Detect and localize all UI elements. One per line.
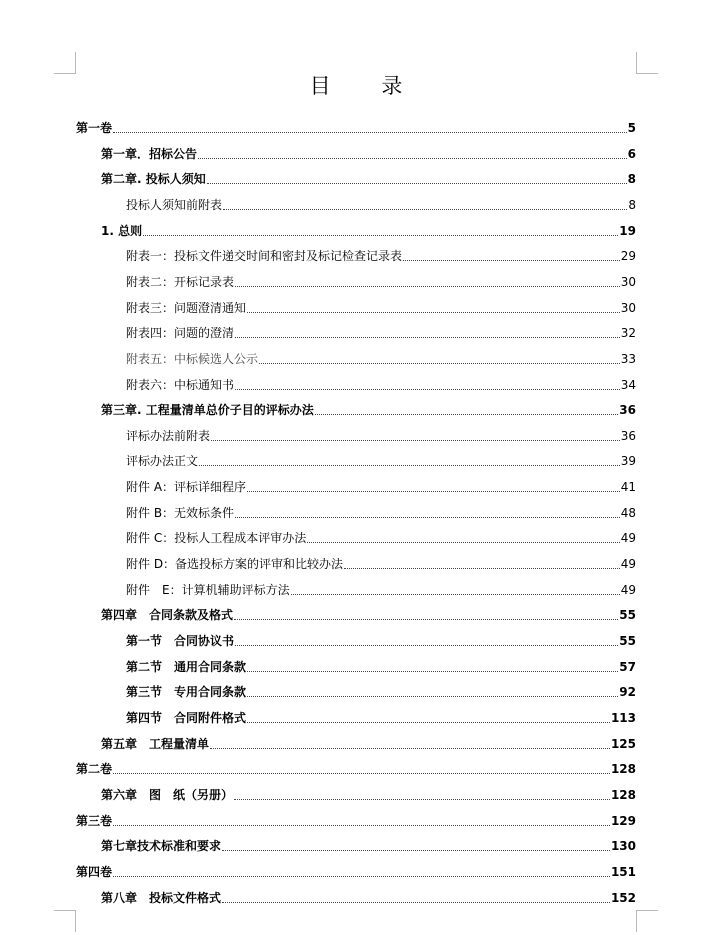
toc-entry-label: 第三节 专用合同条款 — [126, 685, 247, 700]
toc-entry-page-number: 49 — [620, 557, 636, 572]
toc-dot-leader — [234, 798, 610, 800]
toc-entry[interactable] — [126, 475, 636, 495]
toc-entry-label: 附件 A：评标详细程序 — [126, 480, 247, 495]
toc-dot-leader — [247, 670, 618, 672]
toc-entry-page-number: 55 — [619, 608, 636, 623]
toc-entry-label: 第七章技术标准和要求 — [101, 839, 222, 854]
toc-dot-leader — [247, 311, 620, 313]
toc-entry[interactable] — [126, 347, 636, 367]
toc-entry-label: 评标办法正文 — [126, 454, 199, 469]
toc-entry-label: 第三章. 工程量清单总价子目的评标办法 — [101, 403, 314, 418]
toc-dot-leader — [235, 336, 620, 338]
toc-entry-page-number: 92 — [619, 685, 636, 700]
toc-entry[interactable] — [101, 732, 636, 752]
toc-entry-label: 第四节 合同附件格式 — [126, 710, 247, 725]
toc-entry[interactable] — [126, 706, 636, 726]
page-title: 目 录 — [309, 74, 425, 98]
toc-entry-label: 附件 B：无效标条件 — [126, 505, 235, 520]
toc-entry-page-number: 8 — [627, 172, 636, 187]
toc-entry-page-number: 39 — [620, 454, 636, 469]
toc-entry-page-number: 29 — [620, 249, 636, 264]
toc-entry-label: 附表五：中标候选人公示 — [126, 351, 259, 366]
toc-entry-page-number: 30 — [620, 300, 636, 315]
toc-entry-page-number: 55 — [619, 634, 636, 648]
toc-entry[interactable] — [126, 449, 636, 469]
toc-dot-leader — [291, 593, 620, 595]
toc-entry-label: 附表三：问题澄清通知 — [126, 300, 247, 315]
toc-dot-leader — [307, 541, 620, 543]
toc-entry-page-number: 129 — [610, 813, 636, 828]
toc-entry[interactable] — [126, 501, 636, 521]
toc-entry-label: 附表六：中标通知书 — [126, 377, 235, 392]
toc-dot-leader — [222, 901, 610, 903]
toc-dot-leader — [113, 772, 610, 774]
toc-entry[interactable] — [126, 424, 636, 444]
toc-entry-label: 第六章 图 纸（另册） — [101, 787, 234, 802]
toc-dot-leader — [113, 875, 610, 877]
toc-entry[interactable] — [126, 244, 636, 264]
page-corner-mark-bottom-right — [636, 910, 658, 932]
toc-entry-label: 第一卷 — [76, 121, 113, 135]
toc-dot-leader — [198, 157, 627, 159]
toc-entry-page-number: 130 — [610, 839, 636, 854]
toc-entry-label: 附表二：开标记录表 — [126, 274, 235, 289]
toc-entry-label: 投标人须知前附表 — [126, 197, 223, 212]
toc-entry-page-number: 128 — [610, 787, 636, 802]
toc-entry[interactable] — [101, 219, 636, 239]
toc-entry-page-number: 8 — [628, 197, 636, 212]
toc-entry[interactable] — [126, 270, 636, 290]
toc-entry[interactable] — [101, 398, 636, 418]
toc-entry[interactable] — [76, 757, 636, 777]
toc-entry-page-number: 113 — [610, 710, 636, 725]
toc-entry[interactable] — [126, 655, 636, 675]
toc-entry[interactable] — [126, 552, 636, 572]
toc-entry-page-number: 32 — [620, 326, 636, 341]
toc-entry-page-number: 33 — [620, 351, 636, 366]
toc-dot-leader — [199, 464, 620, 466]
toc-entry[interactable] — [126, 321, 636, 341]
toc-entry-page-number: 49 — [620, 531, 636, 546]
toc-entry-page-number: 49 — [620, 582, 636, 597]
toc-entry-label: 第四卷 — [76, 864, 113, 879]
toc-dot-leader — [315, 413, 619, 415]
toc-dot-leader — [113, 824, 610, 826]
toc-dot-leader — [235, 516, 620, 518]
toc-entry-label: 第二章. 投标人须知 — [101, 172, 206, 187]
toc-entry[interactable] — [101, 834, 636, 854]
toc-dot-leader — [235, 388, 620, 390]
toc-entry-page-number: 152 — [610, 890, 636, 905]
toc-entry-page-number: 36 — [619, 403, 636, 418]
toc-entry[interactable] — [76, 809, 636, 829]
toc-dot-leader — [234, 618, 618, 620]
toc-entry[interactable] — [101, 167, 636, 187]
toc-entry[interactable] — [101, 886, 636, 906]
toc-entry-label: 附件 C：投标人工程成本评审办法 — [126, 531, 307, 546]
toc-dot-leader — [222, 849, 610, 851]
toc-dot-leader — [403, 259, 620, 261]
toc-entry[interactable] — [126, 578, 636, 598]
toc-dot-leader — [113, 131, 627, 133]
toc-entry[interactable] — [101, 142, 636, 162]
toc-entry-label: 第一章．招标公告 — [101, 146, 198, 161]
toc-entry-page-number: 125 — [610, 736, 636, 751]
toc-entry-page-number: 41 — [620, 480, 636, 495]
toc-dot-leader — [247, 721, 610, 723]
toc-entry-label: 第二节 通用合同条款 — [126, 659, 247, 674]
toc-dot-leader — [207, 182, 627, 184]
toc-entry[interactable] — [126, 373, 636, 393]
toc-entry-label: 1. 总则 — [101, 223, 143, 238]
toc-dot-leader — [259, 362, 620, 364]
toc-entry[interactable] — [126, 680, 636, 700]
toc-dot-leader — [235, 285, 620, 287]
toc-entry-label: 附表一：投标文件递交时间和密封及标记检查记录表 — [126, 249, 403, 264]
toc-entry[interactable] — [126, 526, 636, 546]
toc-entry-page-number: 19 — [619, 223, 636, 238]
toc-entry-page-number: 6 — [627, 146, 636, 161]
toc-entry-page-number: 5 — [627, 121, 636, 135]
toc-dot-leader — [235, 644, 618, 646]
toc-dot-leader — [247, 490, 620, 492]
toc-entry-page-number: 36 — [620, 428, 636, 443]
toc-entry-label: 第三卷 — [76, 813, 113, 828]
toc-entry-page-number: 30 — [620, 274, 636, 289]
toc-entry-label: 第五章 工程量清单 — [101, 736, 210, 751]
toc-dot-leader — [344, 567, 620, 569]
toc-entry-label: 第八章 投标文件格式 — [101, 890, 222, 905]
toc-entry-label: 附件 D：备选投标方案的评审和比较办法 — [126, 557, 344, 572]
toc-entry[interactable] — [101, 783, 636, 803]
toc-entry-label: 评标办法前附表 — [126, 428, 211, 443]
toc-entry[interactable] — [76, 860, 636, 880]
toc-entry-page-number: 48 — [620, 505, 636, 520]
toc-entry[interactable] — [101, 603, 636, 623]
toc-entry-label: 第一节 合同协议书 — [126, 634, 235, 648]
page-corner-mark-bottom-left — [54, 910, 76, 932]
toc-entry[interactable] — [76, 116, 636, 136]
toc-dot-leader — [143, 234, 618, 236]
toc-entry-page-number: 34 — [620, 377, 636, 392]
toc-entry-label: 第二卷 — [76, 762, 113, 777]
toc-entry-label: 附件 E：计算机辅助评标方法 — [126, 582, 290, 597]
toc-dot-leader — [210, 747, 610, 749]
toc-dot-leader — [247, 695, 618, 697]
toc-entry[interactable] — [126, 193, 636, 213]
toc-entry[interactable] — [126, 296, 636, 316]
toc-dot-leader — [211, 439, 620, 441]
toc-entry-label: 第四章 合同条款及格式 — [101, 608, 234, 623]
toc-dot-leader — [223, 208, 627, 210]
toc-entry-page-number: 57 — [619, 659, 636, 674]
toc-entry-page-number: 151 — [610, 864, 636, 879]
toc-entry-label: 附表四：问题的澄清 — [126, 326, 235, 341]
toc-entry-page-number: 128 — [610, 762, 636, 777]
toc-entry[interactable] — [126, 629, 636, 649]
